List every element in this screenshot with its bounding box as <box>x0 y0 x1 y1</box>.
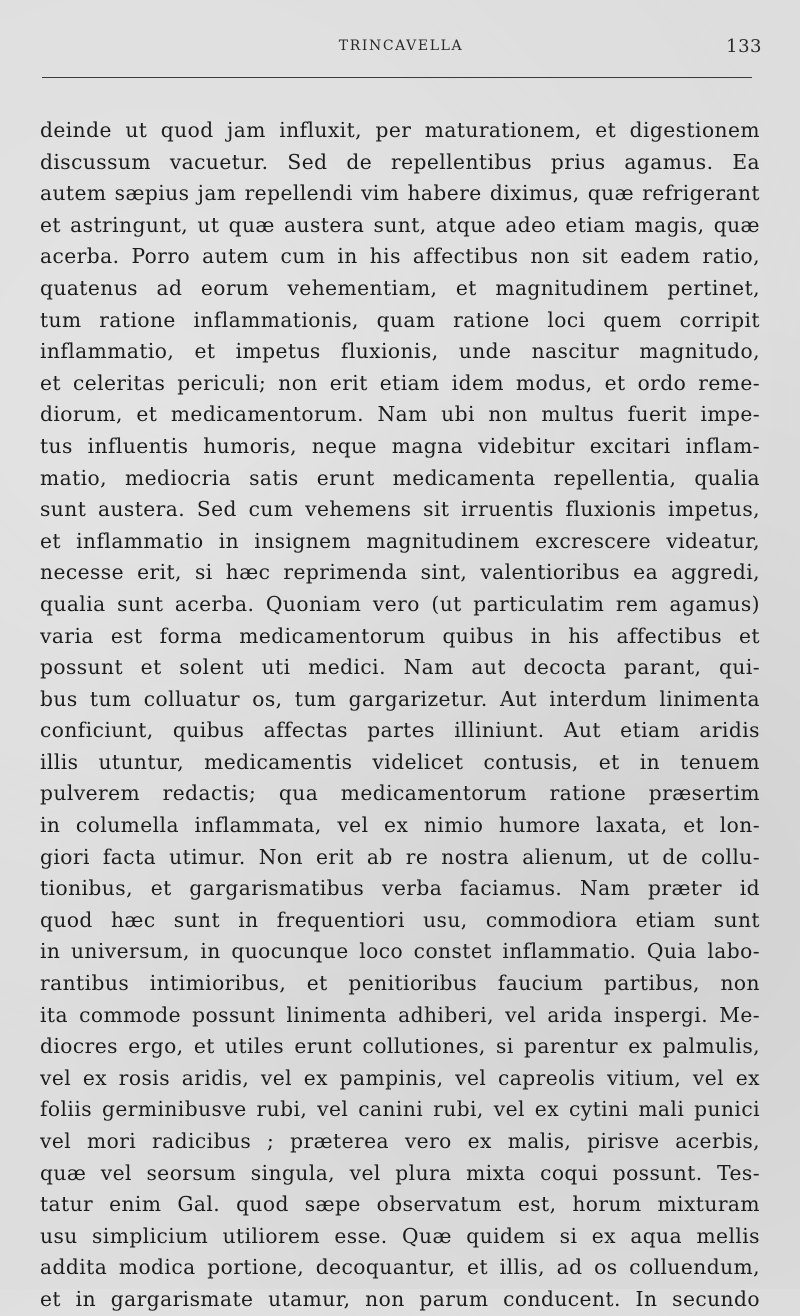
text-line: autem sæpius jam repellendi vim habere diximus, quæ refrigerant <box>40 181 760 206</box>
text-line: sunt austera. Sed cum vehemens sit irruentis fluxionis impetus, <box>40 497 760 522</box>
page-number: 133 <box>726 36 762 57</box>
text-line: et astringunt, ut quæ austera sunt, atque adeo etiam magis, quæ <box>40 212 760 237</box>
text-line: rantibus intimioribus, et penitioribus faucium partibus, non <box>40 971 760 996</box>
text-line: acerba. Porro autem cum in his affectibus non sit eadem ratio, <box>40 244 760 269</box>
text-line: in universum, in quocunque loco constet inflammatio. Quia labo- <box>40 939 760 964</box>
body-text <box>40 115 760 1316</box>
running-title: TRINCAVELLA <box>338 38 464 54</box>
text-line: addita modica portione, decoquantur, et illis, ad os colluendum, <box>40 1255 760 1280</box>
text-line: vel ex rosis aridis, vel ex pampinis, vel capreolis vitium, vel ex <box>40 1065 760 1090</box>
text-line: foliis germinibusve rubi, vel canini rubi, vel ex cytini mali punici <box>40 1097 760 1122</box>
text-line: usu simplicium utiliorem esse. Quæ quidem si ex aqua mellis <box>40 1223 760 1248</box>
text-line: possunt et solent uti medici. Nam aut decocta parant, qui- <box>40 655 760 680</box>
text-line: bus tum colluatur os, tum gargarizetur. Aut interdum linimenta <box>40 686 760 711</box>
running-head <box>40 38 762 60</box>
header-rule <box>42 77 752 78</box>
text-line: discussum vacuetur. Sed de repellentibus prius agamus. Ea <box>40 149 760 174</box>
text-line: qualia sunt acerba. Quoniam vero (ut particulatim rem agamus) <box>40 591 760 616</box>
text-line: in columella inflammata, vel ex nimio humore laxata, et lon- <box>40 813 760 838</box>
text-line: quæ vel seorsum singula, vel plura mixta coqui possunt. Tes- <box>40 1160 760 1185</box>
text-line: et inflammatio in insignem magnitudinem excrescere videatur, <box>40 528 760 553</box>
text-line: vel mori radicibus ; præterea vero ex malis, pirisve acerbis, <box>40 1129 760 1153</box>
text-line: quatenus ad eorum vehementiam, et magnitudinem pertinet, <box>40 275 760 300</box>
text-line: pulverem redactis; qua medicamentorum ratione præsertim <box>40 781 760 806</box>
text-line: tionibus, et gargarismatibus verba faciamus. Nam præter id <box>40 876 760 901</box>
text-line: diorum, et medicamentorum. Nam ubi non multus fuerit impe- <box>40 402 760 427</box>
text-line: matio, mediocria satis erunt medicamenta repellentia, qualia <box>40 465 760 490</box>
text-line: ita commode possunt linimenta adhiberi, vel arida inspergi. Me- <box>40 1002 760 1027</box>
text-line: varia est forma medicamentorum quibus in his affectibus et <box>40 623 760 648</box>
text-line: inflammatio, et impetus fluxionis, unde nascitur magnitudo, <box>40 339 760 364</box>
text-line: diocres ergo, et utiles erunt collutiones, si parentur ex palmulis, <box>40 1034 760 1059</box>
text-line: tatur enim Gal. quod sæpe observatum est, horum mixturam <box>40 1192 760 1217</box>
text-line: et celeritas periculi; non erit etiam idem modus, et ordo reme- <box>40 370 760 395</box>
text-line: tum ratione inflammationis, quam ratione loci quem corripit <box>40 307 760 332</box>
text-line: et in gargarismate utamur, non parum conducent. In secundo <box>40 1286 760 1311</box>
text-line: conficiunt, quibus affectas partes illiniunt. Aut etiam aridis <box>40 718 760 743</box>
text-line: quod hæc sunt in frequentiori usu, commodiora etiam sunt <box>40 907 760 932</box>
text-line: tus influentis humoris, neque magna videbitur excitari inflam- <box>40 433 760 458</box>
text-line: giori facta utimur. Non erit ab re nostra alienum, ut de collu- <box>40 844 760 869</box>
text-line: illis utuntur, medicamentis videlicet contusis, et in tenuem <box>40 749 760 774</box>
text-line: deinde ut quod jam influxit, per maturationem, et digestionem <box>40 118 760 142</box>
text-line: necesse erit, si hæc reprimenda sint, valentioribus ea aggredi, <box>40 560 760 585</box>
